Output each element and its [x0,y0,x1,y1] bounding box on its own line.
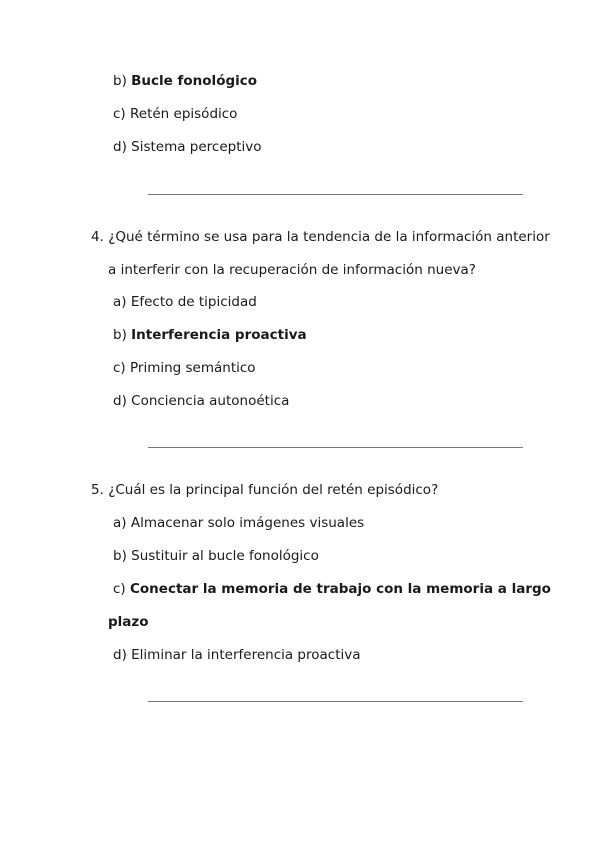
option-text: Almacenar solo imágenes visuales [130,515,365,531]
option-prefix: b) [113,327,127,343]
question-text: ¿Qué término se usa para la tendencia de la información anterior [108,229,550,245]
q5-option-b [113,547,319,565]
q4-option-a [113,293,257,311]
answer-line [148,194,523,195]
q3-option-b [113,72,257,90]
option-prefix: b) [113,73,127,89]
q4-question-cont [108,261,476,279]
answer-line [148,701,523,702]
option-prefix: a) [113,515,127,531]
q4-option-c [113,359,256,377]
q4-question [91,228,550,246]
option-text: Conciencia autonoética [131,393,290,409]
option-text: Priming semántico [130,360,256,376]
option-prefix: c) [113,360,126,376]
option-prefix: d) [113,393,127,409]
option-prefix: b) [113,548,127,564]
question-number: 5. [91,482,104,498]
option-text: Sustituir al bucle fonológico [131,548,319,564]
answer-line [148,447,523,448]
q4-option-b [113,326,307,344]
q4-option-d [113,392,289,410]
option-text: Retén episódico [130,106,238,122]
q3-option-d [113,138,262,156]
q5-option-c [113,580,551,598]
correct-answer: Interferencia proactiva [131,327,307,343]
q5-option-c-cont [108,613,149,631]
option-prefix: d) [113,647,127,663]
question-text: a interferir con la recuperación de información nueva? [108,262,476,278]
option-text: Efecto de tipicidad [130,294,257,310]
q5-option-a [113,514,364,532]
q5-option-d [113,646,361,664]
option-text: Eliminar la interferencia proactiva [131,647,361,663]
question-number: 4. [91,229,104,245]
option-prefix: a) [113,294,127,310]
question-text: ¿Cuál es la principal función del retén episódico? [108,482,439,498]
correct-answer-cont: plazo [108,614,149,630]
correct-answer: Conectar la memoria de trabajo con la memoria a largo [130,581,551,597]
option-prefix: c) [113,581,126,597]
correct-answer: Bucle fonológico [131,73,258,89]
option-prefix: d) [113,139,127,155]
option-prefix: c) [113,106,126,122]
q5-question [91,481,438,499]
option-text: Sistema perceptivo [131,139,262,155]
q3-option-c [113,105,237,123]
